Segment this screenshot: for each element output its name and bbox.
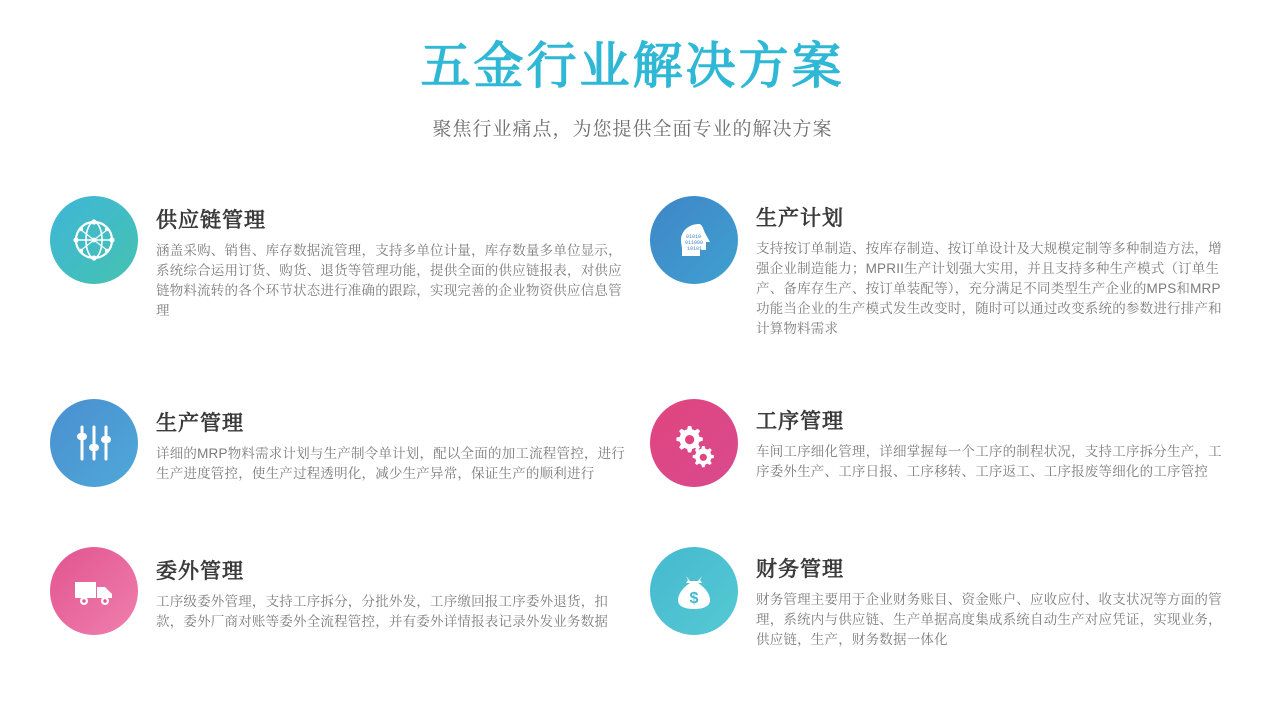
feature-item-production-management: [50, 399, 630, 487]
svg-text:01010: 01010: [686, 234, 702, 240]
ai-head-icon: [650, 196, 738, 284]
sliders-icon: [50, 399, 138, 487]
feature-description: 财务管理主要用于企业财务账目、资金账户、应收应付、收支状况等方面的管理，系统内与供应链、生产单据高度集成系统自动生产对应凭证，实现业务，供应链，生产，财务数据一体化: [756, 591, 1222, 647]
feature-body: [756, 196, 1230, 339]
feature-description: 支持按订单制造、按库存制造、按订单设计及大规模定制等多种制造方法，增强企业制造能力；MPRII生产计划强大实用，并且支持多种生产模式（订单生产、备库存生产、按订单装配等），充分满足不同类型生产企业的MPS和MRP功能当企业的生产模式发生改变时，随时可以通过改变系统的参数进行排产和计算物料需求: [756, 241, 1222, 336]
feature-description: 工序级委外管理，支持工序拆分，分批外发，工序缴回报工序委外退货，扣款，委外厂商对账等委外全流程管控，并有委外详情报表记录外发业务数据: [156, 593, 609, 629]
svg-text:$: $: [689, 589, 699, 607]
svg-text:011000: 011000: [685, 240, 704, 246]
page-title: 五金行业解决方案: [420, 38, 845, 94]
feature-item-finance-management: [650, 547, 1230, 650]
gears-icon: [650, 399, 738, 487]
feature-title: 委外管理: [156, 559, 244, 583]
feature-title: 财务管理: [756, 557, 844, 581]
network-globe-icon: [50, 196, 138, 284]
feature-body: [756, 399, 1230, 482]
money-bag-icon: [650, 547, 738, 635]
feature-description: 涵盖采购、销售、库存数据流管理，支持多单位计量，库存数量多单位显示，系统综合运用订货、购货、退货等管理功能，提供全面的供应链报表，对供应链物料流转的各个环节状态进行准确的跟踪，实现完善的企业物资供应信息管理: [156, 243, 622, 318]
feature-grid: [50, 196, 1230, 650]
svg-text:10101: 10101: [687, 246, 703, 252]
truck-icon: [50, 547, 138, 635]
header: [0, 0, 1265, 141]
feature-item-outsourcing-management: [50, 547, 630, 650]
feature-item-production-plan: [650, 196, 1230, 339]
feature-title: 生产计划: [756, 207, 844, 230]
feature-title: 工序管理: [756, 409, 844, 433]
feature-body: [756, 547, 1230, 650]
feature-item-process-management: [650, 399, 1230, 487]
feature-item-supply-chain: [50, 196, 630, 339]
feature-description: 详细的MRP物料需求计划与生产制令单计划，配以全面的加工流程管控，进行生产进度管控，使生产过程透明化，减少生产异常，保证生产的顺利进行: [156, 445, 625, 481]
feature-body: [156, 399, 630, 484]
feature-title: 生产管理: [156, 411, 244, 435]
feature-description: 车间工序细化管理，详细掌握每一个工序的制程状况，支持工序拆分生产，工序委外生产、工序日报、工序移转、工序返工、工序报废等细化的工序管控: [756, 443, 1222, 479]
feature-title: 供应链管理: [156, 209, 266, 232]
feature-body: [156, 196, 630, 321]
feature-body: [156, 547, 630, 632]
page-subtitle: 聚焦行业痛点，为您提供全面专业的解决方案: [432, 118, 833, 140]
